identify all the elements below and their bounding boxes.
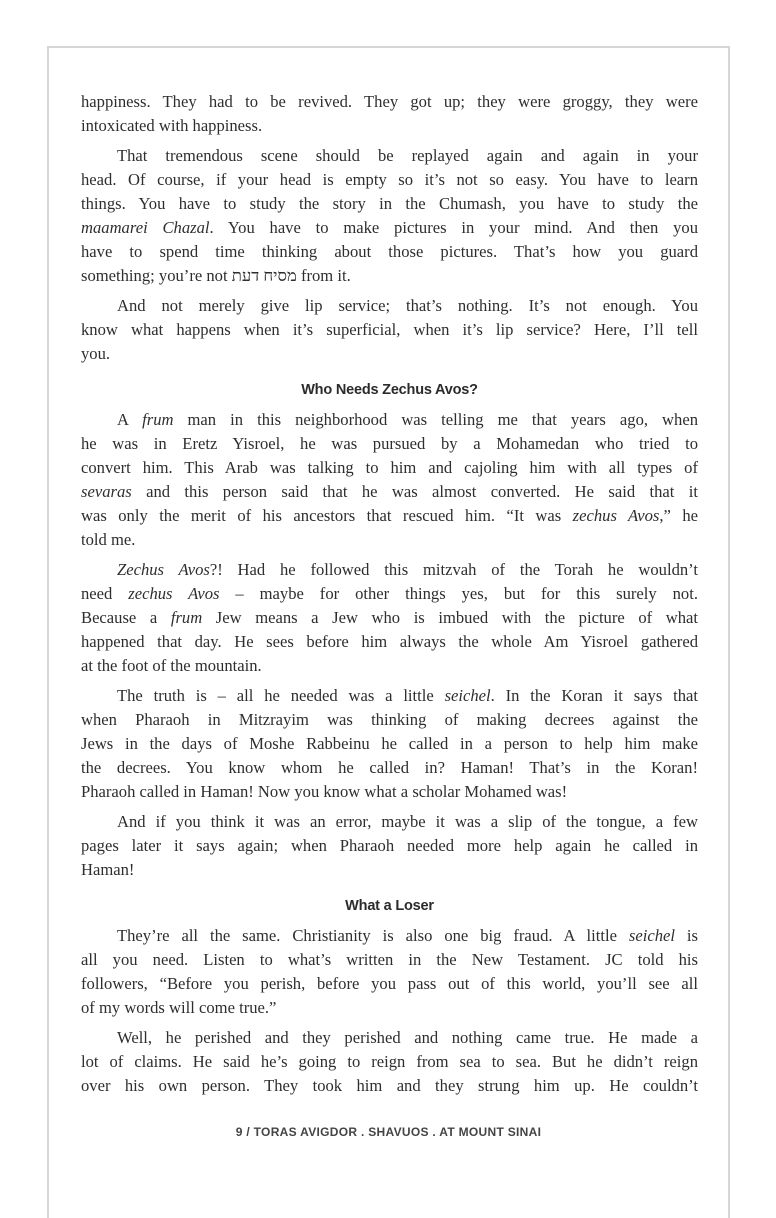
text-run: convert him. This Arab was talking to him and cajoling him with all types of	[81, 458, 698, 477]
text-run: pages later it says again; when Pharaoh needed more help again he called in	[81, 836, 698, 855]
text-run: something; you’re not	[81, 266, 232, 285]
page-body	[81, 90, 698, 1098]
text-run: man in this neighborhood was telling me that years ago, when	[173, 410, 699, 429]
text-line	[81, 756, 698, 780]
text-run: Jews in the days of Moshe Rabbeinu he called in a person to help him make	[81, 734, 698, 753]
text-run: Jew means a Jew who is imbued with the picture of what	[202, 608, 698, 627]
text-run: ?! Had he followed this mitzvah of the Torah he wouldn’t	[209, 560, 698, 579]
paragraph	[81, 294, 698, 366]
text-run: was only the merit of his ancestors that rescued him. “It was	[81, 506, 573, 525]
paragraph	[81, 924, 698, 1020]
italic-term: zechus Avos	[128, 584, 220, 603]
text-run: That tremendous scene should be replayed again and again in your	[117, 146, 698, 165]
text-run: all you need. Listen to what’s written in the New Testament. JC told his	[81, 950, 698, 969]
text-line	[81, 192, 698, 216]
text-run: is	[674, 926, 698, 945]
text-line	[81, 294, 698, 318]
text-line	[81, 996, 698, 1020]
text-run: know what happens when it’s superficial, when it’s lip service? Here, I’ll tell	[81, 320, 698, 339]
text-run: told me.	[81, 530, 136, 549]
text-line	[81, 924, 698, 948]
text-run: happiness. They had to be revived. They got up; they were groggy, they were	[81, 92, 698, 111]
text-run: need	[81, 584, 129, 603]
text-line	[81, 810, 698, 834]
italic-term: maamarei Chazal	[81, 218, 210, 237]
text-line	[81, 732, 698, 756]
text-line	[81, 858, 698, 882]
paragraph	[81, 810, 698, 882]
text-line	[81, 480, 698, 504]
text-line	[81, 630, 698, 654]
text-run: followers, “Before you perish, before you pass out of this world, you’ll see all	[81, 974, 698, 993]
text-line	[81, 654, 698, 678]
text-line	[81, 342, 698, 366]
text-run: . You have to make pictures in your mind. And then you	[209, 218, 698, 237]
text-line	[81, 606, 698, 630]
text-line	[81, 948, 698, 972]
paragraph	[81, 684, 698, 804]
text-run: over his own person. They took him and they strung him up. He couldn’t	[81, 1076, 698, 1095]
paragraph	[81, 144, 698, 288]
text-line	[81, 582, 698, 606]
text-line	[81, 318, 698, 342]
text-run: Pharaoh called in Haman! Now you know what a scholar Mohamed was!	[81, 782, 568, 801]
text-line	[81, 240, 698, 264]
section-heading: What a Loser	[345, 898, 434, 914]
text-line	[81, 144, 698, 168]
text-run: . In the Koran it says that	[490, 686, 698, 705]
page-footer: 9 / TORAS AVIGDOR . SHAVUOS . AT MOUNT SINAI	[235, 1125, 542, 1139]
text-run: – maybe for other things yes, but for this surely not.	[219, 584, 698, 603]
text-run: things. You have to study the story in the Chumash, you have to study the	[81, 194, 698, 213]
text-line	[81, 780, 698, 804]
book-page	[47, 46, 730, 1218]
text-run: lot of claims. He said he’s going to reign from sea to sea. But he didn’t reign	[81, 1052, 698, 1071]
text-line	[81, 90, 698, 114]
text-run: have to spend time thinking about those pictures. That’s how you guard	[81, 242, 698, 261]
text-run: when Pharaoh in Mitzrayim was thinking of making decrees against the	[81, 710, 698, 729]
text-run: of my words will come true.”	[81, 998, 277, 1017]
text-line	[81, 834, 698, 858]
text-line	[81, 456, 698, 480]
text-line	[81, 216, 698, 240]
italic-term: seichel	[444, 686, 491, 705]
text-run: And if you think it was an error, maybe it was a slip of the tongue, a few	[117, 812, 698, 831]
text-run: The truth is – all he needed was a little	[117, 686, 445, 705]
text-line	[81, 708, 698, 732]
text-run: And not merely give lip service; that’s nothing. It’s not enough. You	[117, 296, 698, 315]
text-line	[81, 1026, 698, 1050]
section-heading: Who Needs Zechus Avos?	[301, 382, 478, 398]
text-run: מסיח דעת	[231, 266, 297, 285]
italic-term: frum	[142, 410, 174, 429]
text-run: and this person said that he was almost converted. He said that it	[131, 482, 698, 501]
text-run: the decrees. You know whom he called in? Haman! That’s in the Koran!	[81, 758, 698, 777]
text-line	[81, 1074, 698, 1098]
text-line	[81, 408, 698, 432]
text-line	[81, 1050, 698, 1074]
paragraph	[81, 90, 698, 138]
text-line	[81, 264, 698, 288]
text-run: They’re all the same. Christianity is also one big fraud. A little	[117, 926, 629, 945]
paragraph	[81, 558, 698, 678]
paragraph	[81, 1026, 698, 1098]
text-line	[81, 168, 698, 192]
text-run: A	[117, 410, 143, 429]
italic-term: frum	[170, 608, 203, 627]
text-run: Well, he perished and they perished and nothing came true. He made a	[117, 1028, 698, 1047]
text-run: you.	[81, 344, 111, 363]
italic-term: Zechus Avos	[117, 560, 210, 579]
text-line	[81, 558, 698, 582]
text-run: intoxicated with happiness.	[81, 116, 263, 135]
text-run: at the foot of the mountain.	[81, 656, 262, 675]
text-line	[81, 684, 698, 708]
text-line	[81, 114, 698, 138]
italic-term: seichel	[628, 926, 675, 945]
text-run: happened that day. He sees before him always the whole Am Yisroel gathered	[81, 632, 698, 651]
text-run: ,” he	[659, 506, 699, 525]
italic-term: zechus Avos	[572, 506, 660, 525]
text-line	[81, 972, 698, 996]
italic-term: sevaras	[81, 482, 132, 501]
paragraph	[81, 408, 698, 552]
text-line	[81, 432, 698, 456]
text-line	[81, 528, 698, 552]
text-line	[81, 504, 698, 528]
text-run: Haman!	[81, 860, 135, 879]
text-run: he was in Eretz Yisroel, he was pursued by a Mohamedan who tried to	[81, 434, 698, 453]
text-run: Because a	[81, 608, 171, 627]
text-run: from it.	[296, 266, 351, 285]
text-run: head. Of course, if your head is empty so it’s not so easy. You have to learn	[81, 170, 698, 189]
